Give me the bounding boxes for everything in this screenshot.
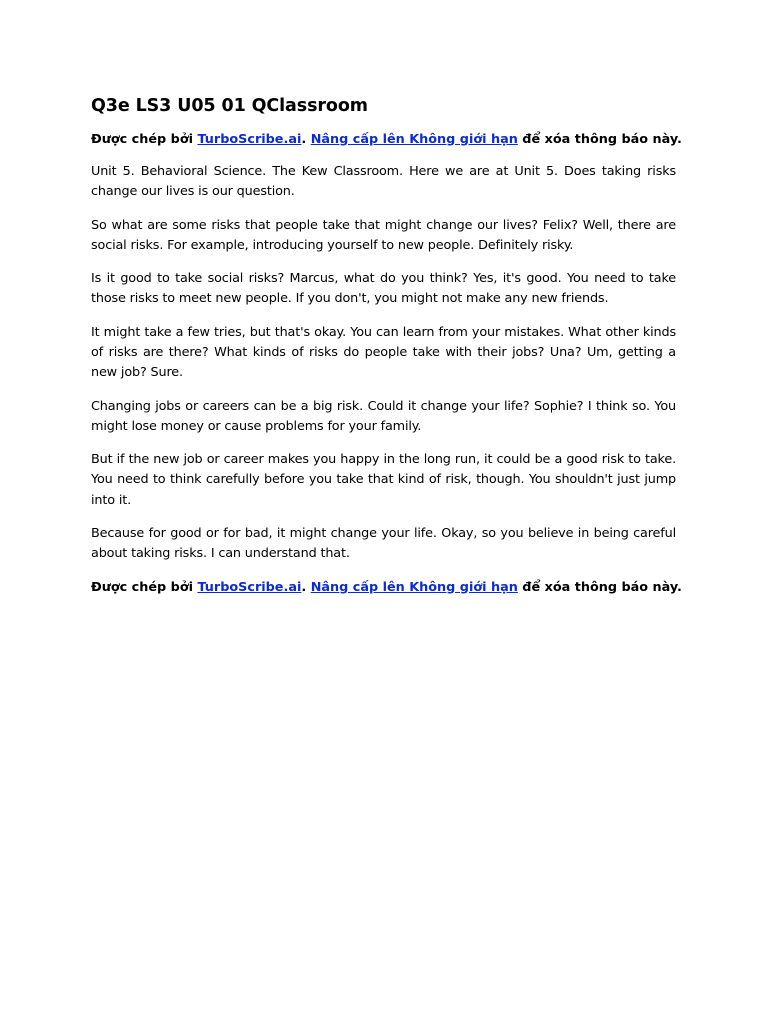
transcript-paragraph: It might take a few tries, but that's okay. You can learn from your mistakes. What other kinds of risks are there? What kinds of risks do people take with their jobs? Una? Um, getting a new job? Sure. bbox=[91, 324, 676, 381]
notice-suffix: để xóa thông báo này. bbox=[517, 579, 682, 595]
transcript-paragraph: Because for good or for bad, it might change your life. Okay, so you believe in being careful about taking risks. I can understand that. bbox=[91, 525, 676, 562]
transcription-notice-top bbox=[91, 130, 682, 150]
turboscribe-link[interactable]: TurboScribe.ai bbox=[197, 579, 302, 595]
transcript-paragraph: Is it good to take social risks? Marcus, what do you think? Yes, it's good. You need to take those risks to meet new people. If you don't, you might not make any new friends. bbox=[91, 271, 676, 307]
turboscribe-link[interactable]: TurboScribe.ai bbox=[197, 132, 302, 147]
transcript-paragraph: Changing jobs or careers can be a big risk. Could it change your life? Sophie? I think so. You might lose money or cause problems for your family. bbox=[91, 398, 676, 434]
notice-separator: . bbox=[301, 579, 311, 595]
transcript-paragraph: But if the new job or career makes you happy in the long run, it could be a good risk to take. You need to think carefully before you take that kind of risk, though. You shouldn't just jump into it. bbox=[91, 452, 676, 508]
notice-prefix: Được chép bởi bbox=[91, 132, 198, 147]
upgrade-unlimited-link[interactable]: Nâng cấp lên Không giới hạn bbox=[310, 579, 518, 595]
notice-prefix: Được chép bởi bbox=[91, 579, 198, 595]
notice-suffix: để xóa thông báo này. bbox=[517, 132, 682, 147]
transcript-paragraph: Unit 5. Behavioral Science. The Kew Classroom. Here we are at Unit 5. Does taking risks change our lives is our question. bbox=[91, 164, 676, 200]
transcription-notice-bottom bbox=[91, 578, 682, 598]
transcript-paragraph: So what are some risks that people take that might change our lives? Felix? Well, there are social risks. For example, introducing yourself to new people. Definitely risky. bbox=[91, 217, 676, 253]
notice-separator: . bbox=[301, 132, 311, 147]
document-title: Q3e LS3 U05 01 QClassroom bbox=[91, 96, 368, 116]
upgrade-unlimited-link[interactable]: Nâng cấp lên Không giới hạn bbox=[310, 132, 518, 147]
